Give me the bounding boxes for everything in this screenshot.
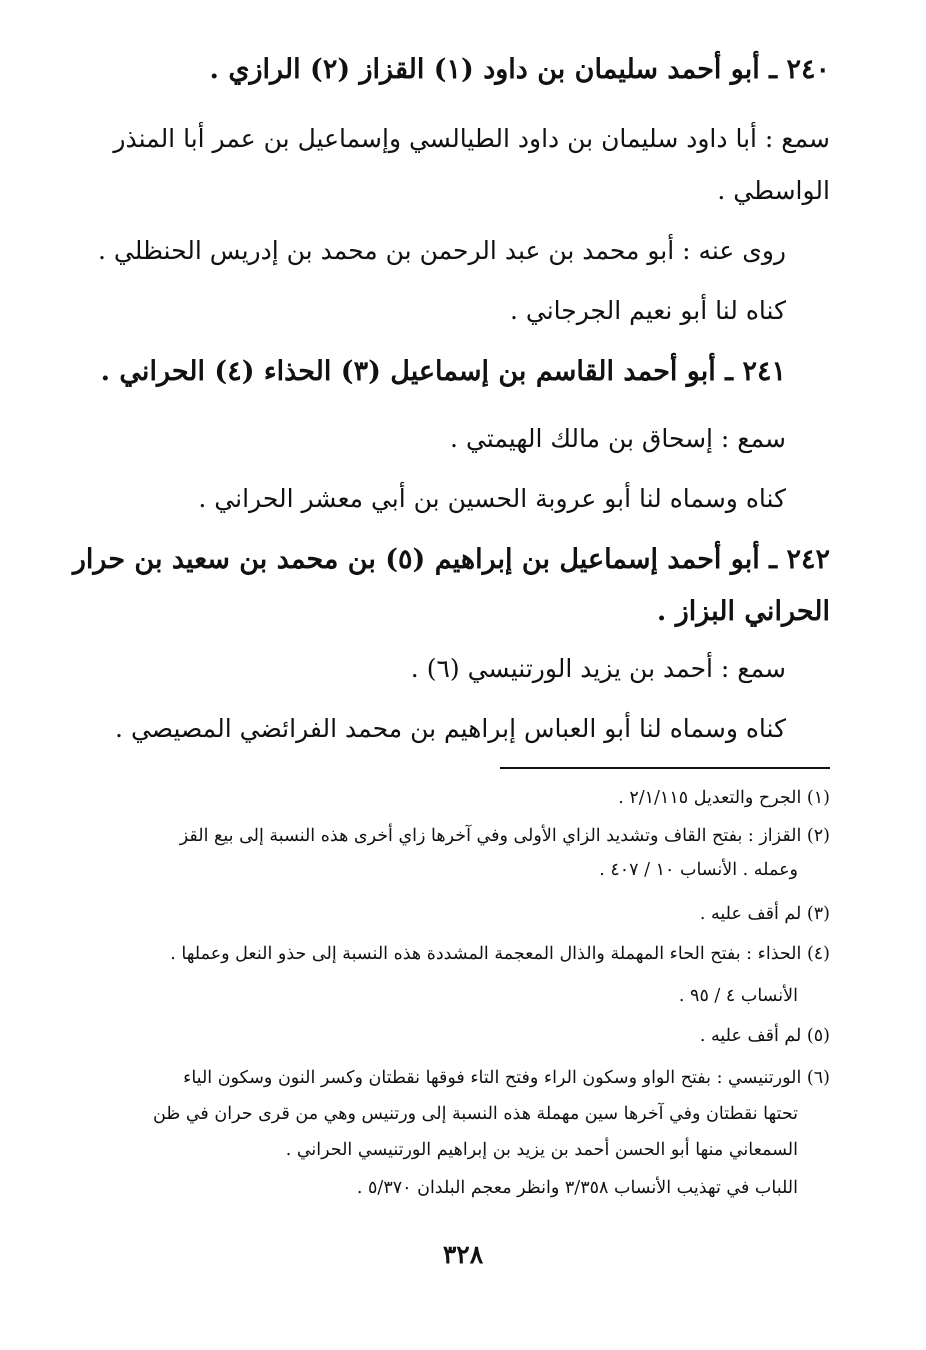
entry-242-heading-2: الحراني البزاز . <box>656 596 830 627</box>
footnote-2: (٢) القزاز : بفتح القاف وتشديد الزاي الأولى وفي آخرها زاي أخرى هذه النسبة إلى بيع القز <box>179 826 830 846</box>
entry-241-heading: ٢٤١ ـ أبو أحمد القاسم بن إسماعيل (٣) الحذاء (٤) الحراني . <box>100 356 786 387</box>
footnote-5: (٥) لم أقف عليه . <box>699 1026 830 1046</box>
footnote-1: (١) الجرح والتعديل ٢/١/١١٥ . <box>618 788 830 808</box>
footnote-6-cont-1: تحتها نقطتان وفي آخرها سين مهملة هذه النسبة إلى ورتنيس وهي من قرى حران في ظن <box>153 1104 798 1124</box>
page-number: ٣٢٨ <box>442 1240 484 1269</box>
footnote-4: (٤) الحذاء : بفتح الحاء المهملة والذال المعجمة المشددة هذه النسبة إلى حذو النعل وعملها . <box>170 944 830 964</box>
entry-241-line-1: سمع : إسحاق بن مالك الهيمتي . <box>450 424 786 453</box>
footnote-6-cont-2: السمعاني منها أبو الحسن أحمد بن يزيد بن إبراهيم الورتنيسي الحراني . <box>285 1140 798 1160</box>
entry-242-line-1: سمع : أحمد بن يزيد الورتنيسي (٦) . <box>410 654 786 683</box>
entry-240-line-2: الواسطي . <box>717 176 830 205</box>
footnote-separator <box>500 767 830 769</box>
entry-240-heading: ٢٤٠ ـ أبو أحمد سليمان بن داود (١) القزاز (٢) الرازي . <box>209 54 830 85</box>
footnote-6: (٦) الورتنيسي : بفتح الواو وسكون الراء وفتح التاء فوقها نقطتان وكسر النون وسكون الياء <box>183 1068 830 1088</box>
footnote-4-cont: الأنساب ٤ / ٩٥ . <box>678 986 798 1006</box>
entry-242-line-2: كناه وسماه لنا أبو العباس إبراهيم بن محمد الفرائضي المصيصي . <box>115 714 786 743</box>
entry-240-line-1: سمع : أبا داود سليمان بن داود الطيالسي وإسماعيل بن عمر أبا المنذر <box>113 124 830 153</box>
footnote-6-cont-3: اللباب في تهذيب الأنساب ٣/٣٥٨ وانظر معجم البلدان ٥/٣٧٠ . <box>356 1178 798 1198</box>
footnote-2-cont: وعمله . الأنساب ١٠ / ٤٠٧ . <box>599 860 798 880</box>
entry-242-heading-1: ٢٤٢ ـ أبو أحمد إسماعيل بن إبراهيم (٥) بن محمد بن سعيد بن حرار <box>72 544 830 575</box>
entry-240-line-3: روى عنه : أبو محمد بن عبد الرحمن بن محمد بن إدريس الحنظلي . <box>98 236 786 265</box>
entry-240-line-4: كناه لنا أبو نعيم الجرجاني . <box>509 296 786 325</box>
entry-241-line-2: كناه وسماه لنا أبو عروبة الحسين بن أبي معشر الحراني . <box>198 484 786 513</box>
footnote-3: (٣) لم أقف عليه . <box>699 904 830 924</box>
